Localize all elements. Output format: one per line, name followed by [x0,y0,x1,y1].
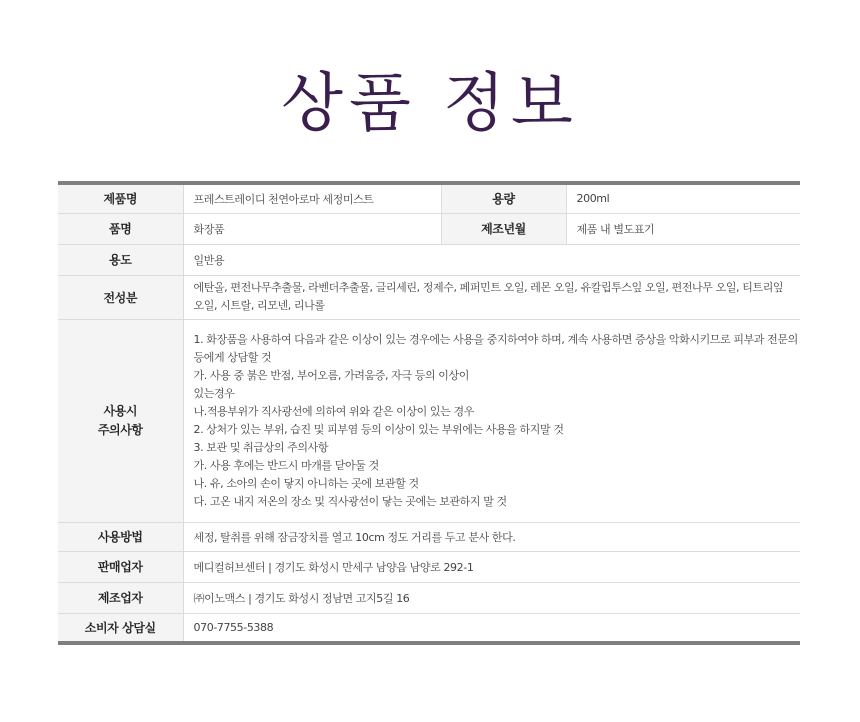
product-info-table [58,181,800,645]
value-seller: 메디컬허브센터 | 경기도 화성시 만세구 남양읍 남양로 292-1 [183,551,800,582]
label-cautions-line1: 사용시 [103,403,138,418]
caution-line: 나.적용부위가 직사광선에 의하여 위와 같은 이상이 있는 경우 [193,404,474,418]
table-row-product-name [58,183,800,213]
caution-line: 2. 상처가 있는 부위, 습진 및 피부염 등의 이상이 있는 부위에는 사용을 하지말 것 [193,422,564,436]
caution-line: 3. 보관 및 취급상의 주의사항 [193,440,329,454]
caution-line: 등에게 상담할 것 [193,350,272,364]
value-product-name: 프레스트레이디 천연아로마 세정미스트 [183,183,441,213]
label-manufacturer: 제조업자 [58,582,183,613]
caution-line: 있는경우 [193,386,235,400]
label-product-name: 제품명 [58,183,183,213]
label-cautions-line2: 주의사항 [97,422,143,437]
label-capacity: 용량 [441,183,566,213]
caution-line: 다. 고온 내지 저온의 장소 및 직사광선이 닿는 곳에는 보관하지 말 것 [193,494,507,508]
label-consumer-contact: 소비자 상담실 [58,613,183,643]
label-seller: 판매업자 [58,551,183,582]
label-manufacture-date: 제조년월 [441,213,566,244]
label-usage-type: 용도 [58,244,183,275]
table-row-how-to-use [58,522,800,551]
page-title: 상품 정보 [281,67,579,141]
table-row-consumer-contact [58,613,800,643]
table-row-category [58,213,800,244]
value-usage-type: 일반용 [183,244,800,275]
caution-line: 1. 화장품을 사용하여 다음과 같은 이상이 있는 경우에는 사용을 중지하여야 하며, 계속 사용하면 증상을 악화시키므로 피부과 전문의 [193,332,798,346]
table-row-seller [58,551,800,582]
table-row-manufacturer [58,582,800,613]
value-manufacture-date: 제품 내 별도표기 [566,213,800,244]
label-cautions [58,319,183,522]
label-category: 품명 [58,213,183,244]
table-row-ingredients [58,275,800,319]
value-consumer-contact: 070-7755-5388 [183,613,800,643]
value-manufacturer: ㈜이노맥스 | 경기도 화성시 정남면 고지5길 16 [183,582,800,613]
caution-line: 가. 사용 중 붉은 반점, 부어오름, 가려움증, 자극 등의 이상이 [193,368,469,382]
table-row-cautions [58,319,800,522]
label-ingredients: 전성분 [58,275,183,319]
value-how-to-use: 세정, 탈취를 위해 잠금장치를 열고 10cm 정도 거리를 두고 분사 한다. [183,522,800,551]
value-ingredients: 에탄올, 편전나무추출물, 라벤더추출물, 글리세린, 정제수, 페퍼민트 오일, 레몬 오일, 유칼립투스잎 오일, 편전나무 오일, 티트리잎 오일, 시트랄, 리모넨, 리나롤 [183,275,800,319]
table-row-usage-type [58,244,800,275]
value-capacity: 200ml [566,183,800,213]
value-category: 화장품 [183,213,441,244]
caution-line: 가. 사용 후에는 반드시 마개를 닫아둘 것 [193,458,379,472]
caution-line: 나. 유, 소아의 손이 닿지 아니하는 곳에 보관할 것 [193,476,419,490]
value-cautions [183,319,800,522]
label-how-to-use: 사용방법 [58,522,183,551]
